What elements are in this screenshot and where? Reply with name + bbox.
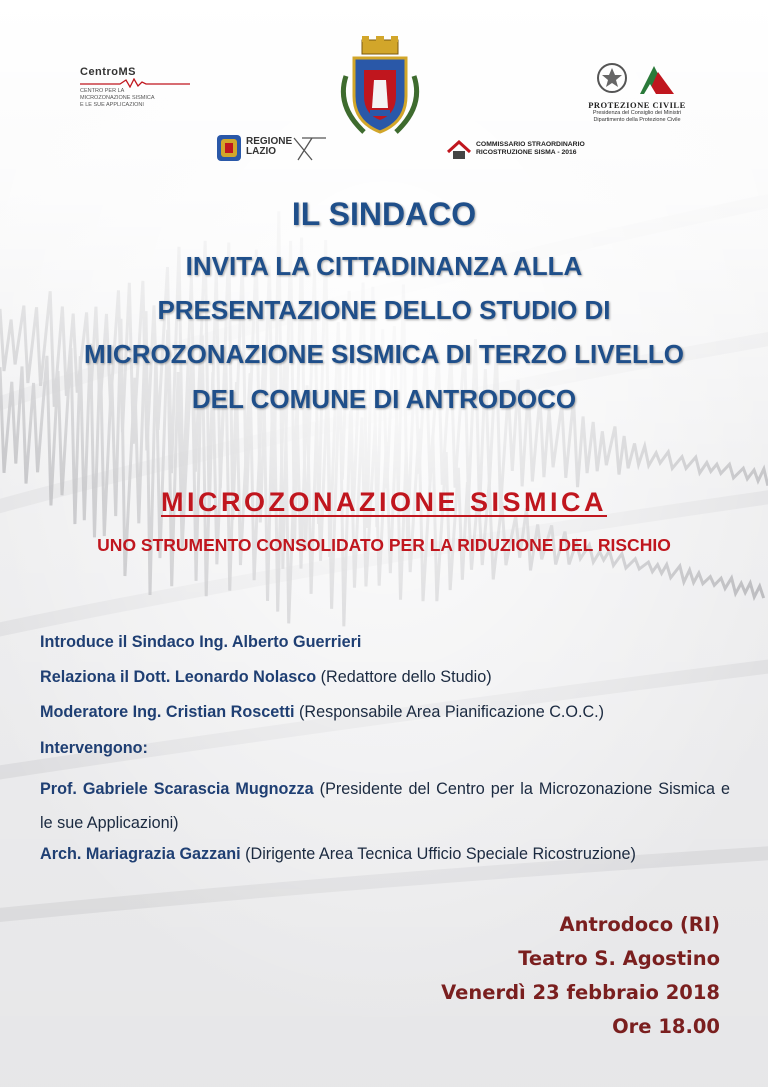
topic-subtitle: UNO STRUMENTO CONSOLIDATO PER LA RIDUZIONE DEL RISCHIO <box>97 535 671 555</box>
page-title: IL SINDACO <box>291 196 477 232</box>
regione-name: REGIONE LAZIO <box>246 136 293 157</box>
heading-line-3: MICROZONAZIONE SISMICA DI TERZO LIVELLO <box>84 339 684 369</box>
heading-line-2: PRESENTAZIONE DELLO STUDIO DI <box>157 295 611 325</box>
event-place: Antrodoco (RI) <box>559 913 720 936</box>
speaker-line: Moderatore Ing. Cristian Roscetti (Responsabile Area Pianificazione C.O.C.) <box>40 703 605 721</box>
heading-line-4: DEL COMUNE DI ANTRODOCO <box>191 384 577 414</box>
municipal-crest-icon <box>334 36 426 140</box>
protezione-civile-subtitle: Presidenza del Consiglio dei Ministri Dipartimento della Protezione Civile <box>592 110 682 123</box>
centroms-logo <box>80 66 190 109</box>
speaker-line: Relaziona il Dott. Leonardo Nolasco (Redattore dello Studio) <box>40 668 492 686</box>
centroms-name: CentroMS <box>80 66 136 78</box>
commissario-logo <box>446 138 606 164</box>
event-date: Venerdì 23 febbraio 2018 <box>441 981 720 1004</box>
protezione-civile-logo <box>582 60 692 124</box>
regione-emblem-icon <box>216 134 242 162</box>
centroms-subtitle: CENTRO PER LA MICROZONAZIONE SISMICA E LE SUE APPLICAZIONI <box>80 88 155 108</box>
event-venue: Teatro S. Agostino <box>518 947 720 970</box>
seismic-wave-icon <box>80 78 190 88</box>
topic-title: MICROZONAZIONE SISMICA <box>161 487 607 517</box>
event-time: Ore 18.00 <box>612 1015 720 1038</box>
speaker-line: Arch. Mariagrazia Gazzani (Dirigente Area Tecnica Ufficio Speciale Ricostruzione) <box>40 845 636 863</box>
regione-decoration-icon <box>292 136 328 162</box>
house-icon <box>446 140 472 160</box>
speaker-line: Intervengono: <box>40 739 148 757</box>
commissario-name: COMMISSARIO STRAORDINARIO RICOSTRUZIONE SISMA - 2016 <box>476 141 585 156</box>
regione-lazio-logo <box>216 134 326 164</box>
speaker-line: Prof. Gabriele Scarascia Mugnozza (Presidente del Centro per la Microzonazione Sismica e le sue Applicazioni) <box>40 780 731 832</box>
speaker-line: Introduce il Sindaco Ing. Alberto Guerrieri <box>40 633 362 651</box>
italian-emblem-icon <box>582 60 692 100</box>
protezione-civile-name: PROTEZIONE CIVILE <box>588 100 686 110</box>
heading-line-1: INVITA LA CITTADINANZA ALLA <box>185 251 583 281</box>
